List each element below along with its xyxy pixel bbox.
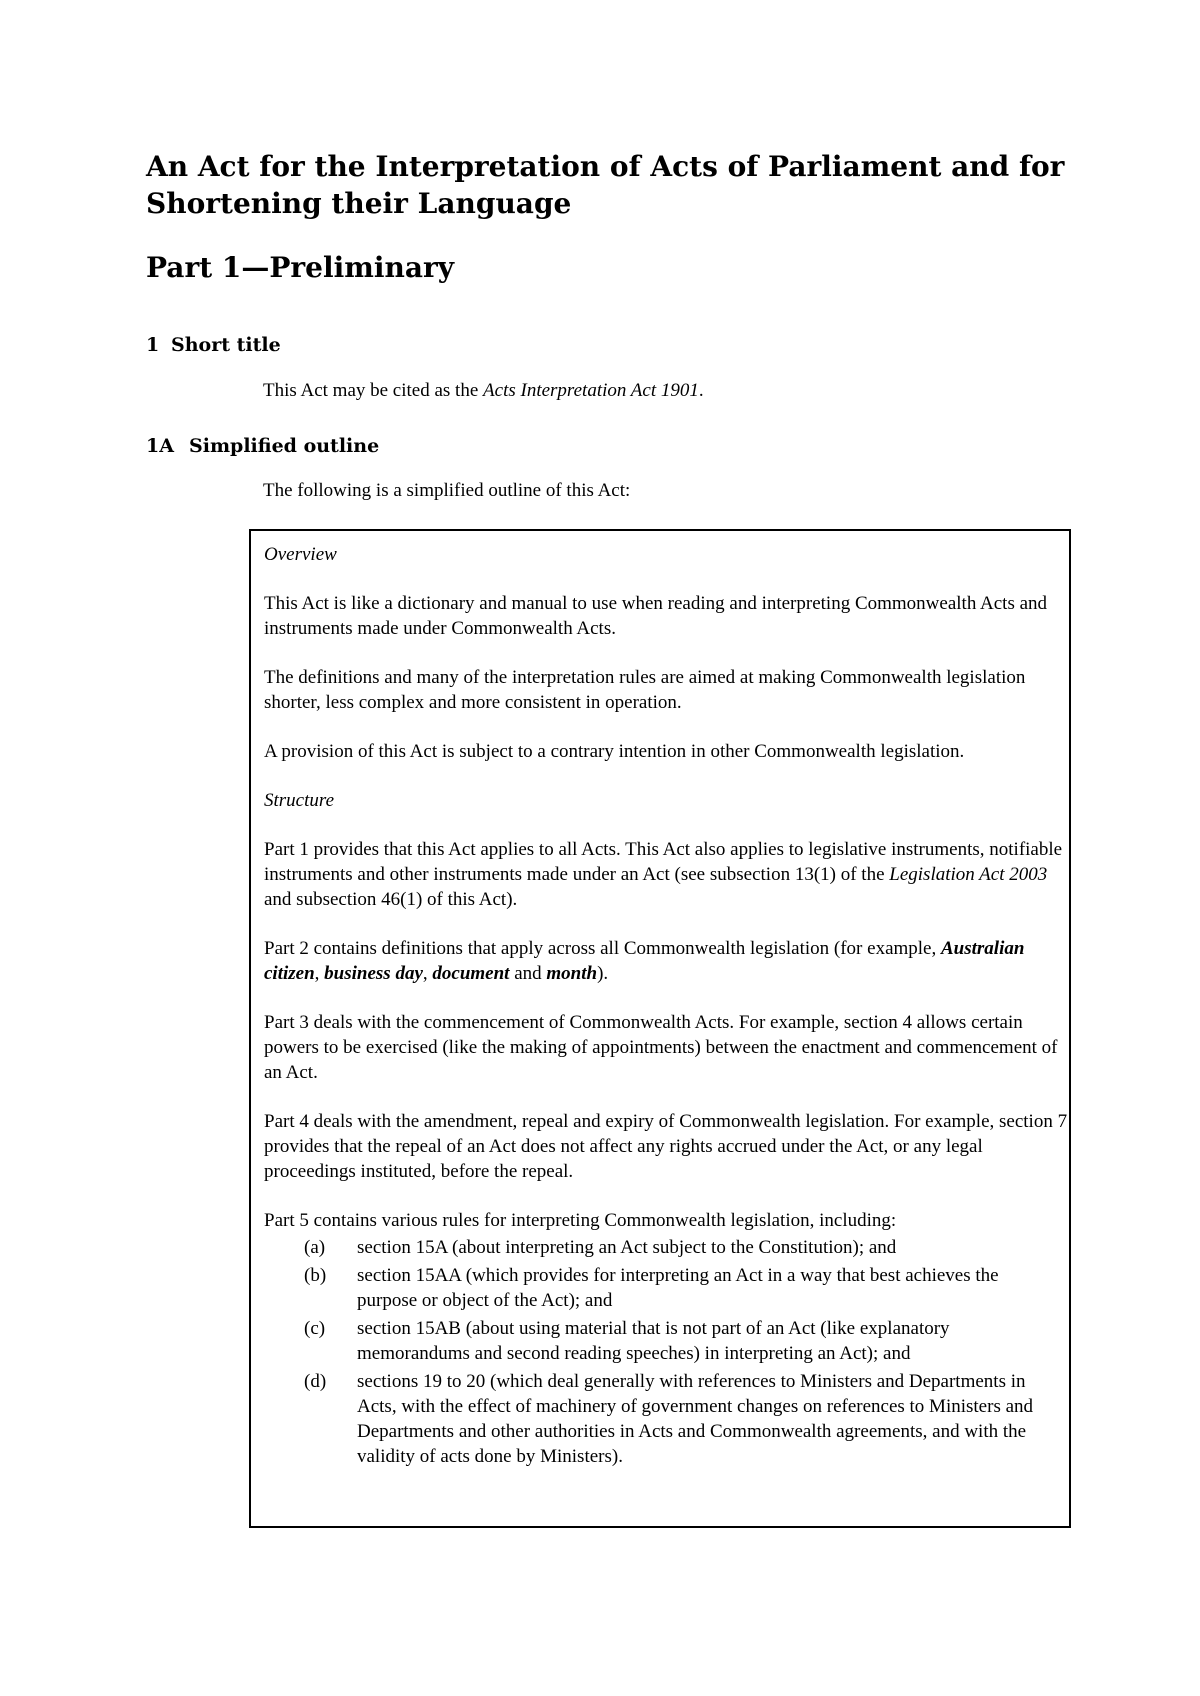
paragraph-text: section 15AB (about using material that is not part of an Act (like explanatory memorandums and second reading speeches) in interpreting an Act); and [357, 1318, 950, 1364]
text-run: Part 2 contains definitions that apply across all Commonwealth legislation (for example, [264, 938, 941, 959]
list-item [264, 1369, 1069, 1469]
paragraph-label: (b) [304, 1265, 327, 1286]
part-heading: Part 1—Preliminary [146, 251, 455, 284]
section-1a-heading [146, 434, 379, 458]
list-item [264, 1235, 1069, 1260]
section-number: 1 [146, 334, 160, 356]
part-1-summary [264, 837, 1069, 912]
text-run: ). [597, 963, 609, 984]
part-4-summary: Part 4 deals with the amendment, repeal and expiry of Commonwealth legislation. For example, section 7 provides that the repeal of an Act does not affect any rights accrued under the Act, or any legal proceedings instituted, before the repeal. [264, 1111, 1068, 1182]
paragraph-label: (c) [304, 1318, 326, 1339]
text-run: , [314, 963, 325, 984]
paragraph-text: sections 19 to 20 (which deal generally with references to Ministers and Departments in Acts, with the effect of machinery of government changes on references to Ministers and Departments and other authorities in Acts and Commonwealth agreements, and with the validity of acts done by Ministers). [357, 1371, 1034, 1467]
simplified-outline-box [249, 529, 1071, 1528]
paragraph-text: section 15A (about interpreting an Act subject to the Constitution); and [357, 1237, 897, 1258]
part-2-summary [264, 936, 1069, 986]
text-run: , [422, 963, 433, 984]
act-long-title: An Act for the Interpretation of Acts of Parliament and for Shortening their Language [146, 150, 1065, 220]
overview-paragraph: A provision of this Act is subject to a contrary intention in other Commonwealth legislation. [264, 741, 965, 762]
outline-intro-text: The following is a simplified outline of this Act: [263, 480, 631, 501]
part-5-summary: Part 5 contains various rules for interpreting Commonwealth legislation, including: [264, 1210, 897, 1231]
act-citation: Acts Interpretation Act 1901 [483, 380, 699, 401]
defined-term: document [432, 963, 510, 984]
defined-term: business day [324, 963, 423, 984]
text-run: This Act may be cited as the [263, 380, 484, 401]
paragraph-label: (a) [304, 1237, 326, 1258]
defined-term: month [546, 963, 598, 984]
paragraph-label: (d) [304, 1371, 327, 1392]
overview-paragraph: This Act is like a dictionary and manual to use when reading and interpreting Commonwealth Acts and instruments made under Commonwealth Acts. [264, 593, 1048, 639]
overview-subheading: Overview [264, 544, 337, 565]
text-run: and subsection 46(1) of this Act). [264, 889, 518, 910]
part-5-paragraph-list [264, 1235, 1069, 1469]
list-item [264, 1316, 1069, 1366]
paragraph-text: section 15AA (which provides for interpreting an Act in a way that best achieves the purpose or object of the Act); and [357, 1265, 999, 1311]
structure-subheading: Structure [264, 790, 335, 811]
section-title: Short title [171, 334, 281, 356]
part-3-summary: Part 3 deals with the commencement of Commonwealth Acts. For example, section 4 allows certain powers to be exercised (like the making of appointments) between the enactment and commencement of an Act. [264, 1012, 1058, 1083]
text-run: Part 1 provides that this Act applies to all Acts. This Act also applies to legislative instruments, notifiable instruments and other instruments made under an Act (see subsection 13(1) of the [264, 839, 1063, 885]
text-run: . [698, 380, 704, 401]
section-1-heading [146, 333, 281, 357]
act-citation: Legislation Act 2003 [889, 864, 1048, 885]
section-number: 1A [146, 435, 174, 457]
section-title: Simplified outline [189, 435, 380, 457]
defined-term: Australian citizen [264, 938, 1025, 984]
short-title-text [263, 379, 704, 403]
overview-paragraph: The definitions and many of the interpretation rules are aimed at making Commonwealth legislation shorter, less complex and more consistent in operation. [264, 667, 1026, 713]
text-run: and [509, 963, 547, 984]
list-item [264, 1263, 1069, 1313]
